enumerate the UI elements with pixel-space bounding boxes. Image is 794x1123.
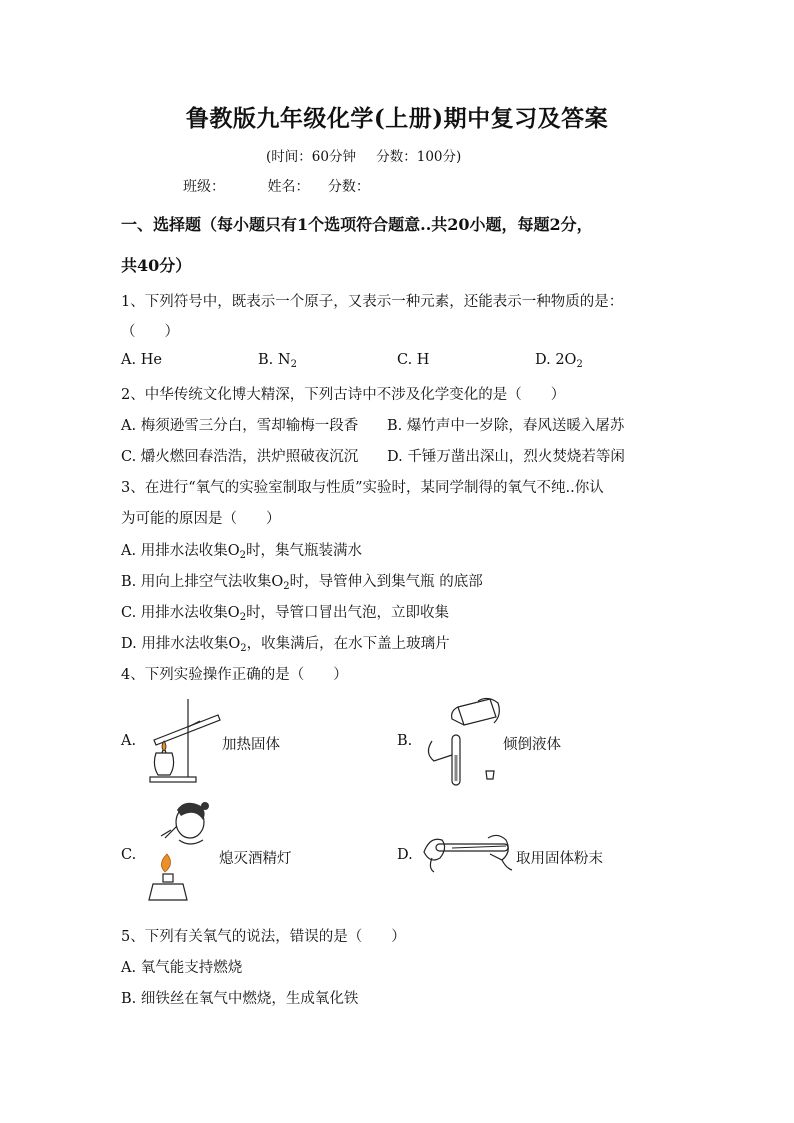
heating-solid-apparatus-illustration [140, 695, 220, 785]
q2-option-b: B. 爆竹声中一岁除，春风送暖入屠苏 [387, 418, 625, 434]
q1-option-d: D. $2O_2$ [535, 352, 583, 370]
exam-score: 分数：100分) [376, 149, 462, 165]
exam-time: (时间：60分钟 [266, 149, 356, 165]
q1-option-b: B. $N_2$ [258, 352, 297, 370]
q1-stem: 1、下列符号中，既表示一个原子，又表示一种元素，还能表示一种物质的是： [121, 294, 624, 310]
pouring-liquid-illustration [418, 695, 503, 790]
q3-option-a: A. 用排水法收集$O_2$时，集气瓶装满水 [121, 543, 362, 561]
q3-stem-line2: 为可能的原因是（ ） [121, 511, 281, 527]
q4-option-d-letter: D. [397, 847, 413, 863]
extinguishing-alcohol-lamp-illustration [145, 800, 220, 905]
section-heading-line2: 共40分） [121, 256, 192, 275]
q2-stem: 2、中华传统文化博大精深，下列古诗中不涉及化学变化的是（ ） [121, 387, 566, 403]
q5-option-a: A. 氧气能支持燃烧 [121, 960, 243, 976]
q3-option-d: D. 用排水法收集$O_2$，收集满后，在水下盖上玻璃片 [121, 636, 450, 654]
q4-option-c-text: 熄灭酒精灯 [219, 851, 292, 867]
q1-option-a: A. He [121, 352, 162, 368]
name-label: 姓名： [267, 179, 310, 195]
q4-option-a-letter: A. [121, 733, 137, 749]
q1-paren: （ ） [121, 324, 179, 340]
q5-option-b: B. 细铁丝在氧气中燃烧，生成氧化铁 [121, 991, 359, 1007]
page-title: 鲁教版九年级化学(上册)期中复习及答案 [185, 105, 609, 132]
exam-subtitle [266, 145, 477, 165]
taking-solid-powder-illustration [422, 828, 514, 873]
q3-option-c: C. 用排水法收集$O_2$时，导管口冒出气泡，立即收集 [121, 605, 450, 623]
q4-option-b-text: 倾倒液体 [503, 737, 561, 753]
q2-option-c: C. 爝火燃回春浩浩，洪炉照破夜沉沉 [121, 449, 359, 465]
class-label: 班级： [183, 179, 225, 195]
q2-option-a: A. 梅须逊雪三分白，雪却输梅一段香 [121, 418, 359, 434]
student-info [183, 176, 370, 196]
score-label: 分数： [327, 179, 370, 195]
q5-stem: 5、下列有关氧气的说法，错误的是（ ） [121, 929, 406, 945]
q4-option-a-text: 加热固体 [222, 737, 280, 753]
q4-option-d-text: 取用固体粉末 [516, 851, 603, 867]
q1-option-c: C. H [397, 352, 430, 368]
q3-stem-line1: 3、在进行“氧气的实验室制取与性质”实验时，某同学制得的氧气不纯..你认 [121, 480, 604, 496]
section-heading-line1: 一、选择题（每小题只有1个选项符合题意..共20小题，每题2分， [121, 215, 593, 234]
q4-option-c-letter: C. [121, 847, 137, 863]
q2-option-d: D. 千锤万凿出深山，烈火焚烧若等闲 [387, 449, 625, 465]
q4-option-b-letter: B. [397, 733, 413, 749]
q3-option-b: B. 用向上排空气法收集$O_2$时，导管伸入到集气瓶 的底部 [121, 574, 483, 592]
q4-stem: 4、下列实验操作正确的是（ ） [121, 667, 348, 683]
